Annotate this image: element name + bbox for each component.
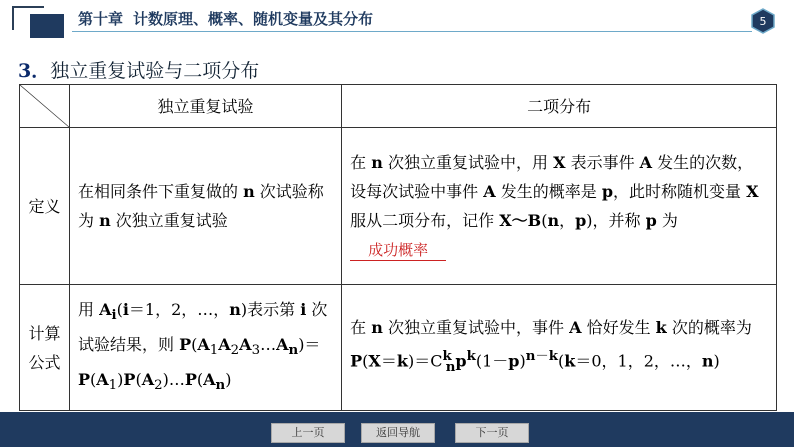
page-number-badge (750, 8, 776, 34)
col-header-binomial: 二项分布 (342, 85, 777, 128)
section-text: 独立重复试验与二项分布 (50, 60, 260, 82)
diagonal-line (20, 85, 69, 127)
row-label-definition: 定义 (20, 128, 70, 285)
formula-independent-trials: 用 $A_i(i=1$，2，…，n)表示第 i 次试验结果，则 $P(A_1A_2A_3\dots A_n)=P(A_1)P(A_2)\dots P(A_n)$ (69, 285, 341, 411)
chapter-title (78, 8, 383, 29)
row-label-formula: 计算 公式 (20, 285, 70, 411)
chapter-name: 计数原理、概率、随机变量及其分布 (133, 10, 374, 28)
prev-page-button[interactable]: 上一页 (271, 423, 345, 443)
blank-answer: 成功概率 (368, 241, 429, 259)
table-row-definition (20, 128, 777, 285)
comparison-table (19, 84, 777, 411)
table-header-row (20, 85, 777, 128)
header-divider (72, 31, 752, 32)
header-corner-block (30, 14, 64, 38)
section-number: 3． (18, 60, 51, 82)
header-bar (0, 0, 794, 40)
formula-binomial: 在 n 次独立重复试验中，事件 A 恰好发生 k 次的概率为 $P(X=k)=C^k_np^k(1-p)^{n-k}(k=0$，1，2，…，n) (342, 285, 777, 411)
back-to-nav-button[interactable]: 返回导航 (361, 423, 435, 443)
diagonal-header-cell (20, 85, 70, 128)
definition-independent-trials: 在相同条件下重复做的 n 次试验称为 n 次独立重复试验 (69, 128, 341, 285)
col-header-independent-trials: 独立重复试验 (69, 85, 341, 128)
section-title (18, 56, 259, 83)
definition-binomial: 在 n 次独立重复试验中，用 X 表示事件 A 发生的次数，设每次试验中事件 A 发生的概率是 p，此时称随机变量 X 服从二项分布，记作 X～B(n，p)，并称 p 为 成功概率 (342, 128, 777, 285)
page-number: 5 (759, 15, 767, 28)
chapter-number: 第十章 (78, 10, 124, 28)
fill-in-blank (350, 240, 446, 261)
table-row-formula (20, 285, 777, 411)
next-page-button[interactable]: 下一页 (455, 423, 529, 443)
